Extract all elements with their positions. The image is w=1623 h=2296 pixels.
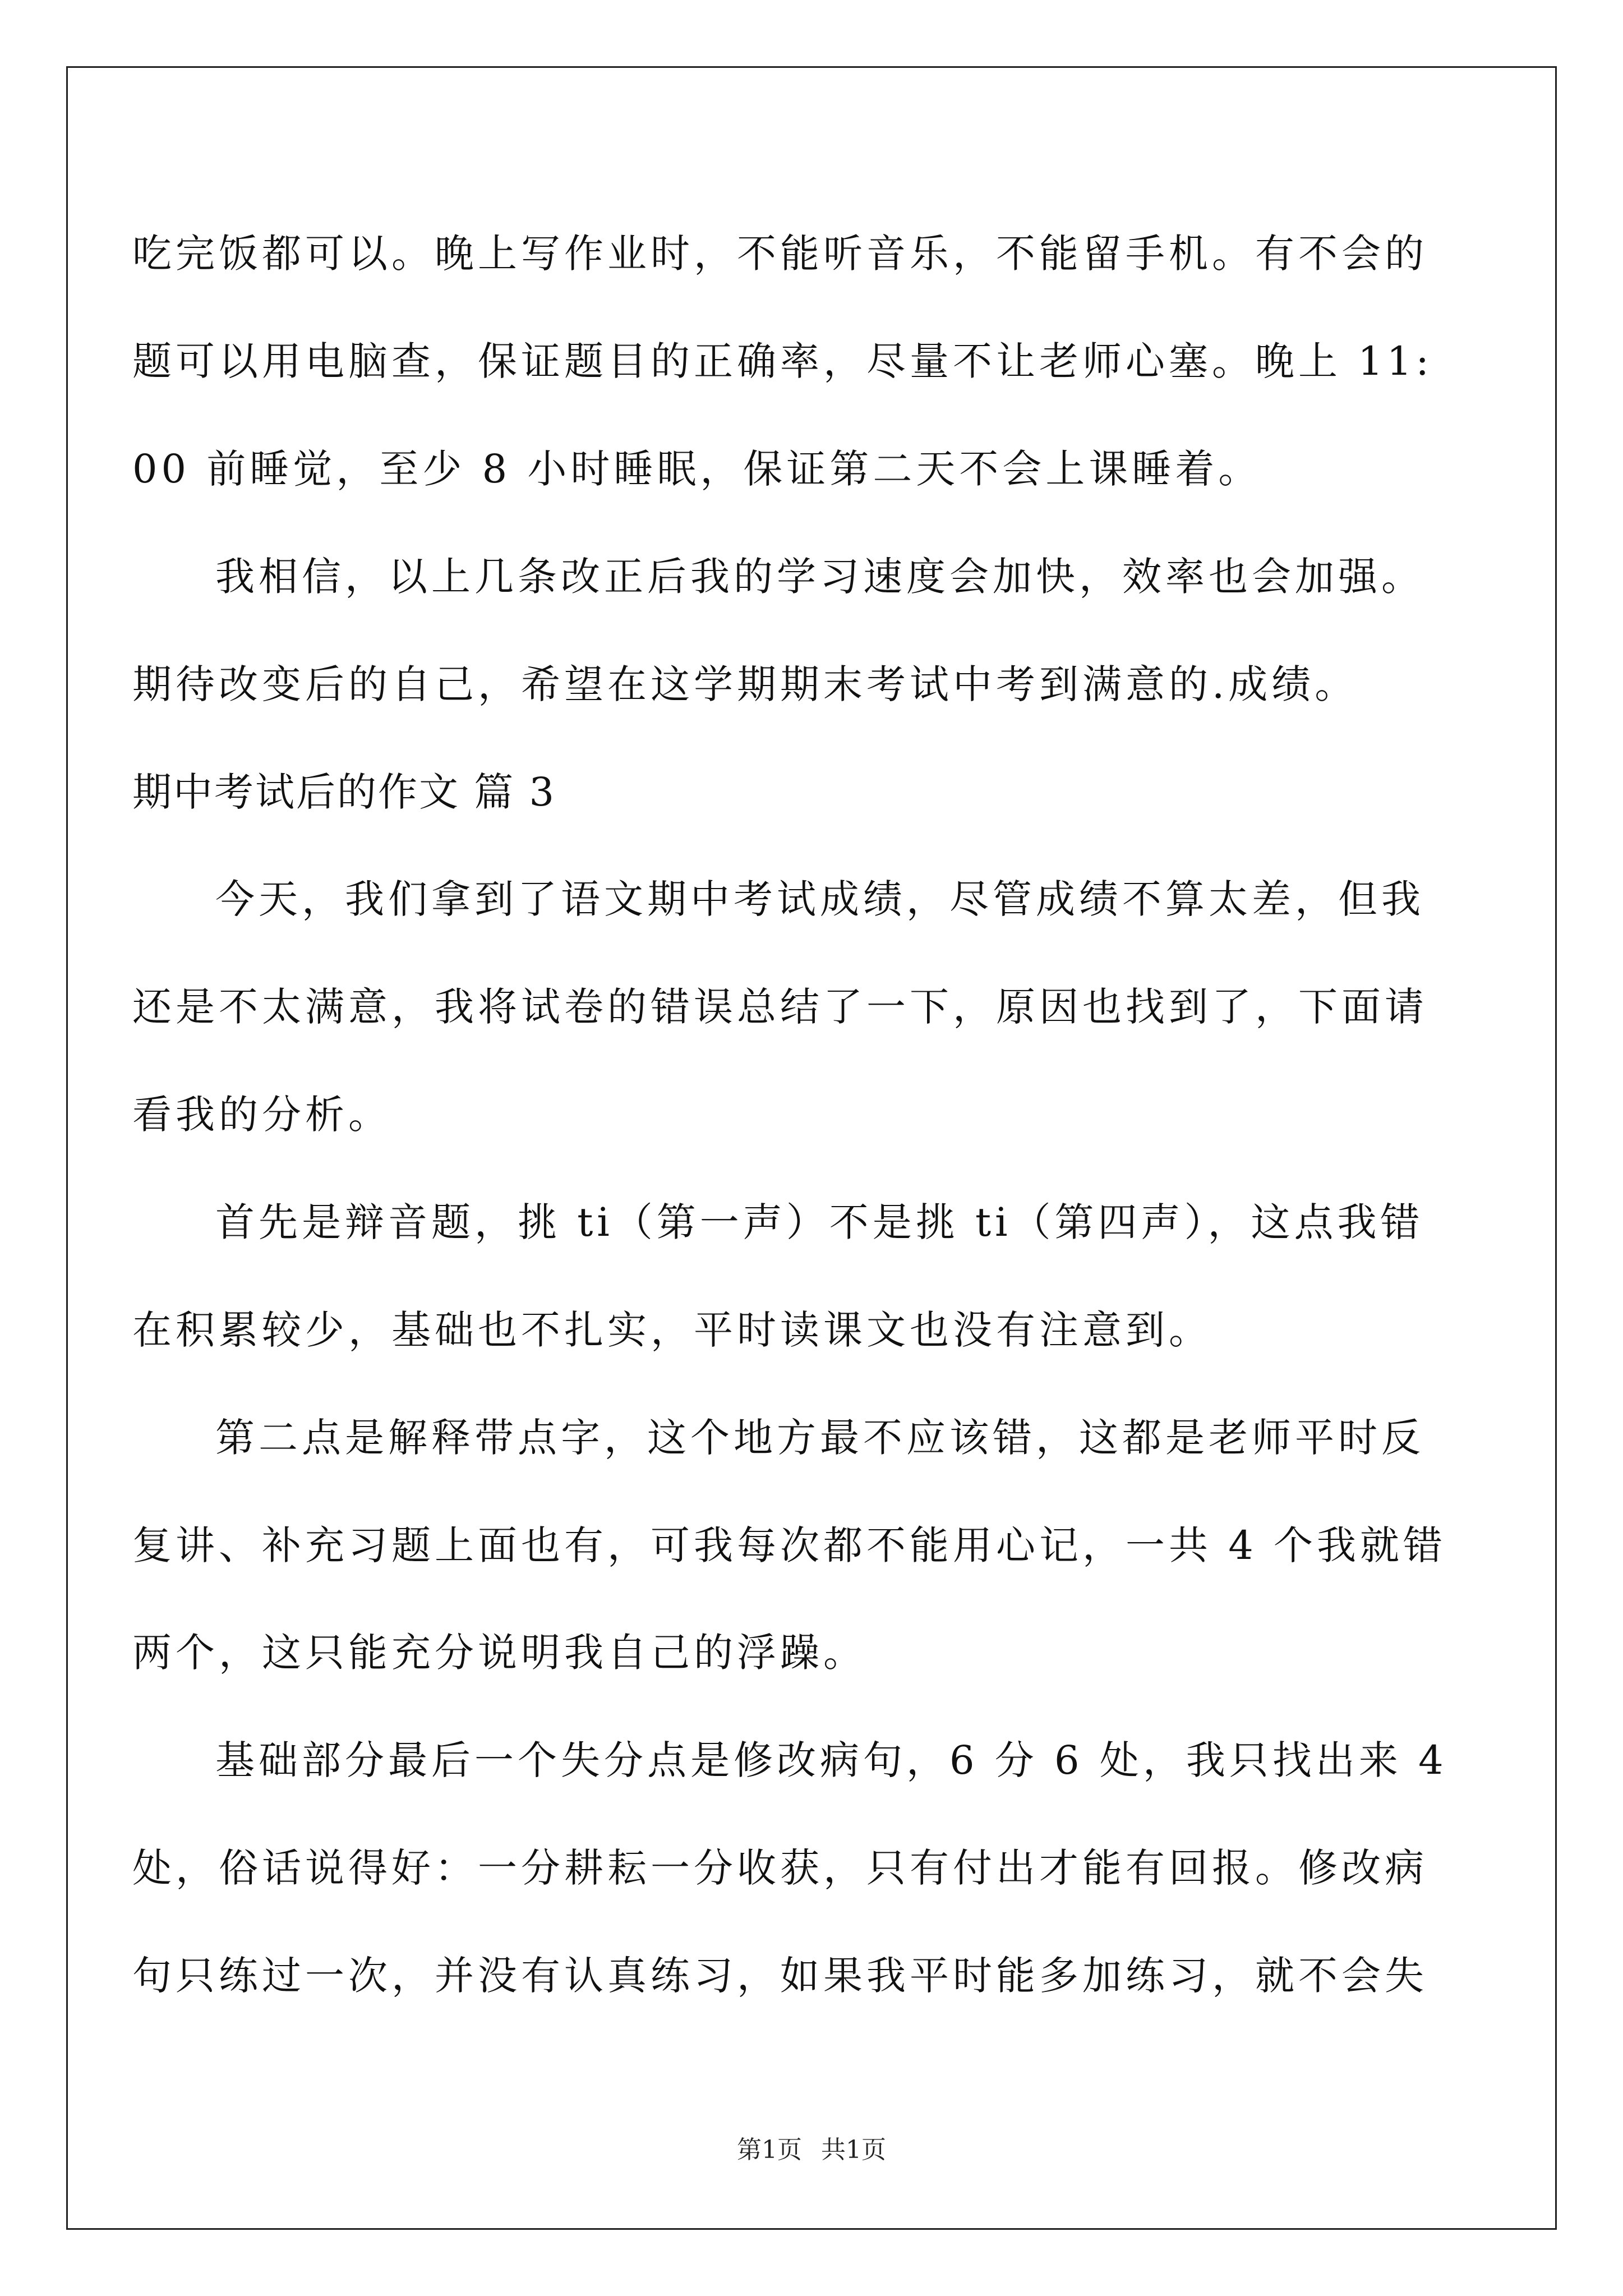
section-heading: 期中考试后的作文 篇 3 — [132, 769, 556, 815]
text-line: 复讲、补充习题上面也有，可我每次都不能用心记，一共 4 个我就错 — [132, 1522, 1447, 1568]
page-number: 第1页 — [737, 2136, 802, 2164]
text-line: 看我的分析。 — [132, 1092, 391, 1138]
text-line: 00 前睡觉，至少 8 小时睡眠，保证第二天不会上课睡着。 — [132, 446, 1262, 492]
text-line: 在积累较少，基础也不扎实，平时读课文也没有注意到。 — [132, 1307, 1212, 1353]
text-line: 句只练过一次，并没有认真练习，如果我平时能多加练习，就不会失 — [132, 1953, 1428, 1999]
text-line: 期待改变后的自己，希望在这学期期末考试中考到满意的.成绩。 — [132, 661, 1358, 707]
text-line: 我相信，以上几条改正后我的学习速度会加快，效率也会加强。 — [215, 554, 1424, 600]
document-body — [132, 0, 1457, 2296]
text-line: 还是不太满意，我将试卷的错误总结了一下，原因也找到了，下面请 — [132, 984, 1428, 1030]
text-line: 题可以用电脑查，保证题目的正确率，尽量不让老师心塞。晚上 11: — [132, 338, 1433, 384]
text-line: 吃完饭都可以。晚上写作业时，不能听音乐，不能留手机。有不会的 — [132, 231, 1428, 277]
text-line: 处，俗话说得好：一分耕耘一分收获，只有付出才能有回报。修改病 — [132, 1845, 1428, 1891]
text-line: 今天，我们拿到了语文期中考试成绩，尽管成绩不算太差，但我 — [215, 876, 1424, 922]
text-line: 基础部分最后一个失分点是修改病句，6 分 6 处，我只找出来 4 — [215, 1737, 1447, 1783]
text-line: 首先是辩音题，挑 ti（第一声）不是挑 ti（第四声），这点我错 — [215, 1199, 1424, 1245]
text-line: 第二点是解释带点字，这个地方最不应该错，这都是老师平时反 — [215, 1415, 1424, 1461]
page-footer — [0, 2129, 1623, 2165]
page-total: 共1页 — [821, 2136, 886, 2164]
text-line: 两个，这只能充分说明我自己的浮躁。 — [132, 1630, 866, 1676]
